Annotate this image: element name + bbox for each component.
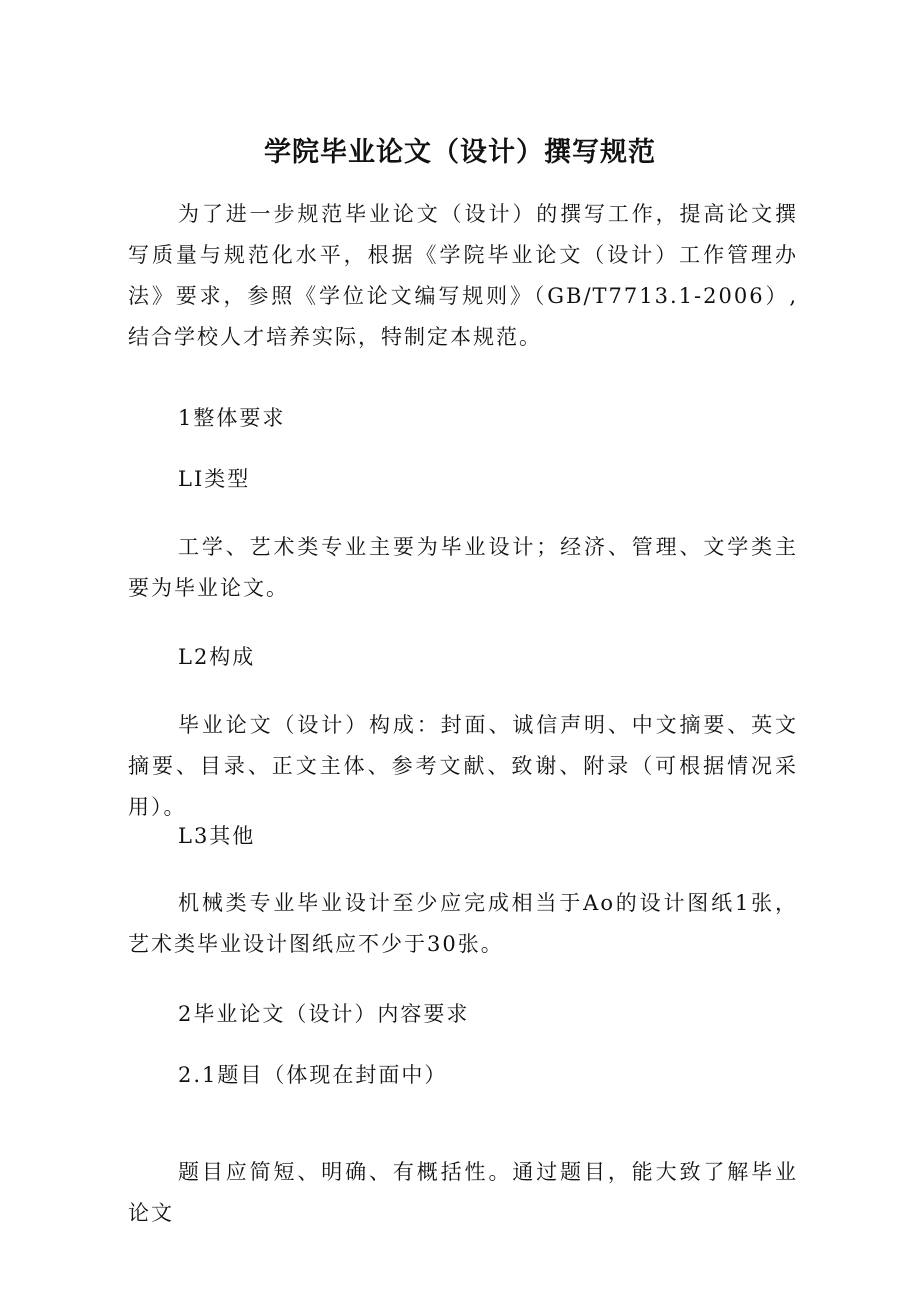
section-1-2-text: 毕业论文（设计）构成：封面、诚信声明、中文摘要、英文摘要、目录、正文主体、参考文献、致谢、附录（可根据情况采用）。 <box>128 713 798 819</box>
section-2-1-heading: 2.1题目（体现在封面中） <box>178 1063 448 1087</box>
section-1-2-heading: L2构成 <box>178 645 256 669</box>
section-1-1-heading: LI类型 <box>178 467 251 491</box>
section-2-1-text: 题目应简短、明确、有概括性。通过题目，能大致了解毕业论文 <box>128 1160 798 1225</box>
document-title: 学院毕业论文（设计）撰写规范 <box>264 137 656 168</box>
section-1-3-text: 机械类专业毕业设计至少应完成相当于Ao的设计图纸1张，艺术类毕业设计图纸应不少于30张。 <box>128 891 798 956</box>
section-1-heading: 1整体要求 <box>178 406 286 430</box>
section-1-1-text: 工学、艺术类专业主要为毕业设计；经济、管理、文学类主要为毕业论文。 <box>128 535 798 600</box>
intro-paragraph: 为了进一步规范毕业论文（设计）的撰写工作，提高论文撰写质量与规范化水平，根据《学院毕业论文（设计）工作管理办法》要求，参照《学位论文编写规则》（GB/T7713.1-2006）,结合学校人才培养实际，特制定本规范。 <box>128 202 798 349</box>
section-1-3-heading: L3其他 <box>178 824 256 848</box>
section-2-heading: 2毕业论文（设计）内容要求 <box>178 1002 470 1026</box>
